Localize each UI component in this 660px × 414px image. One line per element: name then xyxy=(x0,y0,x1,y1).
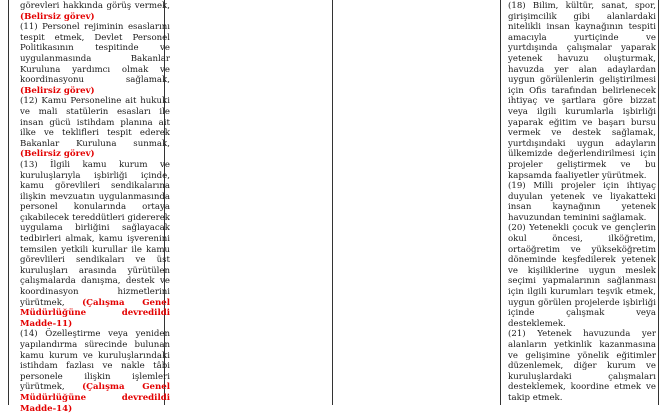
article-paragraph: (19) Milli projeler için ihtiyaç duyulan yetenek ve liyakatteki insan kaynağının yetenek havuzundan teminini sağlamak. xyxy=(508,181,656,223)
status-note: (Çalışma Genel Müdürlüğüne devredildi Madde-14) xyxy=(20,382,170,414)
article-paragraph xyxy=(20,22,170,96)
article-paragraph xyxy=(20,329,170,414)
article-paragraph xyxy=(20,160,170,330)
status-note: (Belirsiz görev) xyxy=(20,149,95,160)
comparison-table xyxy=(8,0,658,414)
table-column-divider xyxy=(332,0,333,405)
paragraph-text: (14) Özelleştirme veya yeniden yapılandırma sürecinde bulunan kamu kurum ve kuruluşlarındaki istihdam fazlası ve nakle tâbi personele ilişkin işlemleri yürütmek, xyxy=(20,329,170,393)
status-note: (Belirsiz görev) xyxy=(20,85,95,96)
status-note: (Belirsiz görev) xyxy=(20,11,95,22)
table-border-left xyxy=(8,0,9,405)
article-paragraph: (20) Yetenekli çocuk ve gençlerin okul öncesi, ilköğretim, ortaöğretim ve yükseköğretim döneminde keşfedilerek yetenek ve kişiliklerine uygun meslek seçimi yapmalarının sağlanması için ilgili kurumları teşvik etmek, uygun görülen projelerde işbirliği içinde çalışmak veya desteklemek. xyxy=(508,223,656,329)
table-column-divider xyxy=(500,0,501,405)
article-paragraph xyxy=(20,96,170,160)
paragraph-text: (11) Personel rejiminin esaslarını tespit etmek, Devlet Personel Politikasının tespitinde ve uygulanmasında Bakanlar Kuruluna yardımcı olmak ve koordinasyonu sağlamak, xyxy=(20,22,170,86)
article-paragraph: (18) Bilim, kültür, sanat, spor, girişimcilik gibi alanlardaki nitelikli insan kaynağının tespiti amacıyla yurtiçinde ve yurtdışında çalışmalar yaparak yetenek havuzu oluşturmak, havuzda yer alan adaylardan uygun görülenlerin geliştirilmesi için Ofis tarafından belirlenecek ihtiyaç ve şartlara göre bizzat veya ilgili kurumlarla işbirliği yaparak eğitim ve başarı bursu vermek ve destek sağlamak, yurtdışındaki uygun adayların ülkemizde değerlendirilmesi için projeler geliştirmek ve bu kapsamda faaliyetler yürütmek. xyxy=(508,1,656,181)
article-paragraph: (21) Yetenek havuzunda yer alanların yetkinlik kazanmasına ve gelişimine yönelik eğitimler düzenlemek, diğer kurum ve kuruluşlardaki çalışmaları desteklemek, koordine etmek ve takip etmek. xyxy=(508,329,656,403)
status-note: (Çalışma Genel Müdürlüğüne devredildi Madde-11) xyxy=(20,297,170,329)
paragraph-text: (13) İlgili kamu kurum ve kuruluşlarıyla işbirliği içinde, kamu görevlileri sendikalarına ilişkin mevzuatın uygulanmasında personel konularında ortaya çıkabilecek tereddütleri gidererek uygulama birliğini sağlayacak tedbirleri almak, kamu işverenini temsilen yetkili kurullar ile kamu görevlileri sendikaları ve üst kuruluşları arasında yürütülen çalışmalarda danışma, destek ve koordinasyon hizmetlerini yürütmek, xyxy=(20,159,170,308)
article-paragraph xyxy=(20,1,170,22)
paragraph-text: (12) Kamu Personeline ait hukuki ve mali statülerin esasları ile insan gücü istihdam planına ait ilke ve teklifleri tespit ederek Bakanlar Kuruluna sunmak, xyxy=(20,96,170,149)
current-text-column xyxy=(20,1,170,414)
paragraph-text: görevleri hakkında görüş vermek, xyxy=(20,1,170,11)
proposed-text-column xyxy=(508,1,656,404)
table-border-right xyxy=(658,0,659,405)
